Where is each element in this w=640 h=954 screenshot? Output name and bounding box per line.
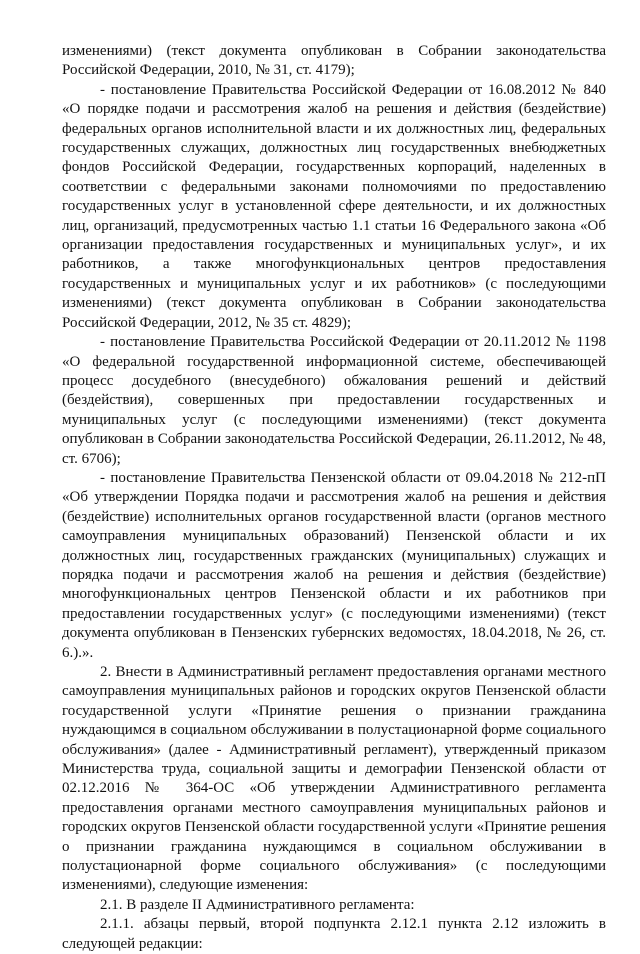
paragraph-item-2-1: 2.1. В разделе II Административного регламента:	[100, 896, 415, 913]
paragraph-item-2: 2. Внести в Административный регламент предоставления органами местного самоуправления муниципальных районов и городских округов Пензенской области государственной услуги «Принятие решения о признании гражданина нуждающимся в социальном обслуживании в полустационарной форме социального обслуживания» (далее - Административный регламент), утвержденный приказом Министерства труда, социальной защиты и демографии Пензенской области от 02.12.2016 № 364-ОС «Об утверждении Административного регламента предоставления органами местного самоуправления муниципальных районов и городских округов Пензенской области государственной услуги «Принятие решения о признании гражданина нуждающимся в социальном обслуживании в полустационарной форме социального обслуживания» (с последующими изменениями), следующие изменения:	[62, 664, 606, 894]
paragraph-resolution-840: - постановление Правительства Российской Федерации от 16.08.2012 № 840 «О порядке подачи и рассмотрения жалоб на решения и действия (бездействие) федеральных органов исполнительной власти и их должностных лиц, федеральных государственных служащих, должностных лиц государственных внебюджетных фондов Российской Федерации, государственных корпораций, наделенных в соответствии с федеральными законами полномочиями по предоставлению государственных услуг в установленной сфере деятельности, и их должностных лиц, организаций, предусмотренных частью 1.1 статьи 16 Федерального закона «Об организации предоставления государственных и муниципальных услуг», и их работников, а также многофункциональных центров предоставления государственных и муниципальных услуг и их работников» (с последующими изменениями) (текст документа опубликован в Собрании законодательства Российской Федерации, 2012, № 35 ст. 4829);	[62, 81, 606, 331]
paragraph-item-2-1-1: 2.1.1. абзацы первый, второй подпункта 2.12.1 пункта 2.12 изложить в следующей редакции:	[62, 916, 606, 952]
paragraph-resolution-1198: - постановление Правительства Российской Федерации от 20.11.2012 № 1198 «О федеральной государственной информационной системе, обеспечивающей процесс досудебного (внесудебного) обжалования решений и действий (бездействия), совершенных при предоставлении государственных и муниципальных услуг (с последующими изменениями) (текст документа опубликован в Собрании законодательства Российской Федерации, 26.11.2012, № 48, ст. 6706);	[62, 334, 606, 467]
paragraph-resolution-212pp: - постановление Правительства Пензенской области от 09.04.2018 № 212-пП «Об утверждении Порядка подачи и рассмотрения жалоб на решения и действия (бездействие) исполнительных органов государственной власти (органов местного самоуправления муниципальных образований) Пензенской области и их должностных лиц, государственных гражданских (муниципальных) служащих и порядка подачи и рассмотрения жалоб на решения и действия (бездействие) многофункциональных центров Пензенской области и их работников при предоставлении государственных услуг» (с последующими изменениями) (текст документа опубликован в Пензенских губернских ведомостях, 18.04.2018, № 26, ст. 6.).».	[62, 469, 606, 661]
paragraph-continuation: изменениями) (текст документа опубликован в Собрании законодательства Российской Федерации, 2010, № 31, ст. 4179);	[62, 43, 606, 79]
